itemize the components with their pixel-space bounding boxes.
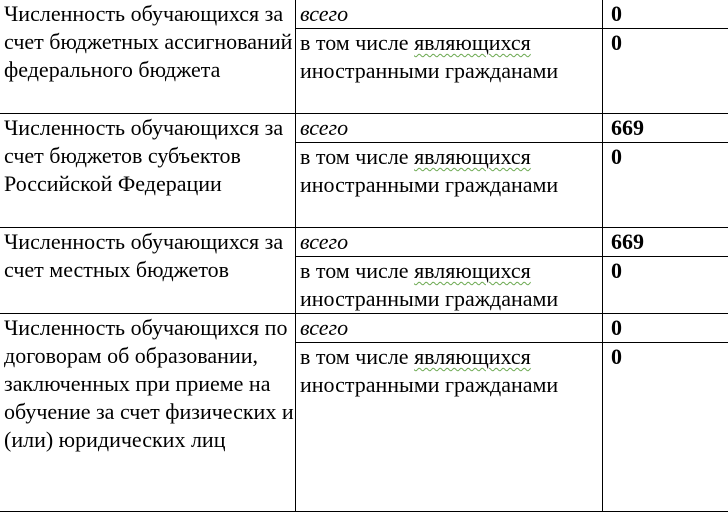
table-row <box>0 114 728 143</box>
foreign-label-prefix: в том числе <box>300 144 414 169</box>
total-label: всего <box>296 114 603 143</box>
foreign-value: 0 <box>603 29 728 114</box>
foreign-label-underlined: являющихся <box>414 144 531 169</box>
category-label-federal: Численность обучающихся за счет бюджетных ассигнований федерального бюджета <box>0 0 296 114</box>
foreign-label <box>296 29 603 114</box>
table-row <box>0 0 728 29</box>
foreign-label-suffix: иностранными гражданами <box>300 58 558 83</box>
foreign-label-underlined: являющихся <box>414 258 531 283</box>
foreign-label-underlined: являющихся <box>414 30 531 55</box>
category-label-contracts: Численность обучающихся по договорам об образовании, заключенных при приеме на обучение за счет физических и (или) юридических лиц <box>0 314 296 512</box>
foreign-label-prefix: в том числе <box>300 258 414 283</box>
foreign-label-suffix: иностранными гражданами <box>300 372 558 397</box>
foreign-label-suffix: иностранными гражданами <box>300 286 558 311</box>
foreign-value: 0 <box>603 343 728 512</box>
total-value: 0 <box>603 0 728 29</box>
total-label: всего <box>296 228 603 257</box>
foreign-label-suffix: иностранными гражданами <box>300 172 558 197</box>
category-label-local: Численность обучающихся за счет местных бюджетов <box>0 228 296 314</box>
foreign-label <box>296 257 603 314</box>
total-value: 0 <box>603 314 728 343</box>
table-row <box>0 314 728 343</box>
foreign-label <box>296 343 603 512</box>
foreign-value: 0 <box>603 257 728 314</box>
total-value: 669 <box>603 114 728 143</box>
table-row <box>0 228 728 257</box>
foreign-label-prefix: в том числе <box>300 30 414 55</box>
category-label-regional: Численность обучающихся за счет бюджетов субъектов Российской Федерации <box>0 114 296 228</box>
total-value: 669 <box>603 228 728 257</box>
foreign-label-prefix: в том числе <box>300 344 414 369</box>
total-label: всего <box>296 0 603 29</box>
foreign-label-underlined: являющихся <box>414 344 531 369</box>
foreign-label <box>296 143 603 228</box>
foreign-value: 0 <box>603 143 728 228</box>
total-label: всего <box>296 314 603 343</box>
